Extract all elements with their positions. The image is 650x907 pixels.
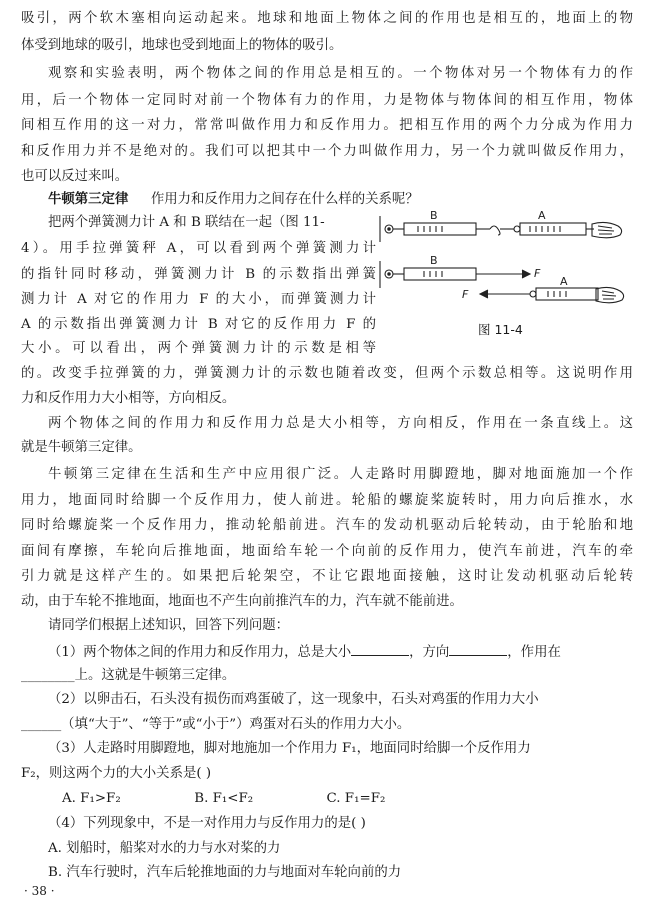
page-number: · 38 · <box>24 884 55 898</box>
text-line: 测力计 A 对它的作用力 F 的大小，而弹簧测力计 <box>21 292 376 307</box>
section-question: 作用力和反作用力之间存在什么样的关系呢？ <box>150 192 419 207</box>
text-line: （2）以卵击石，石头没有损伤而鸡蛋破了，这一现象中，石头对鸡蛋的作用力大小 <box>48 692 539 707</box>
text-line: 吸引，两个软木塞相向运动起来。地球和地面上物体之间的作用也是相互的，地面上的物 <box>21 11 633 26</box>
label-b-top: B <box>430 209 438 222</box>
text-line: 力和反作用力大小相等，方向相反。 <box>21 391 236 406</box>
figure-caption: 图 11-4 <box>478 322 523 337</box>
text-line: 面间有摩擦，车轮向后推地面，地面给车轮一个向前的反作用力，使汽车前进，汽车的牵 <box>21 544 633 559</box>
label-a-bottom: A <box>560 275 568 288</box>
blank-direction[interactable] <box>449 641 507 656</box>
text-line: 的指针同时移动，弹簧测力计 B 的示数指出弹簧 <box>21 267 376 282</box>
q1-part1: （1）两个物体之间的作用力和反作用力，总是大小 <box>48 645 352 660</box>
text-line: A. 划船时，船桨对水的力与水对桨的力 <box>48 841 281 856</box>
text-line: 动，由于车轮不推地面，地面也不产生向前推汽车的力，汽车就不能前进。 <box>21 594 463 609</box>
text-line: 观察和实验表明，两个物体之间的作用总是相互的。一个物体对另一个物体有力的作 <box>48 66 633 81</box>
q1-part2: ，方向 <box>409 645 450 660</box>
text-line: 用力，地面同时给脚一个反作用力，使人前进。轮船的螺旋桨旋转时，用力向后推水，水 <box>21 493 633 508</box>
text-line: 体受到地球的吸引，地球也受到地面上的物体的吸引。 <box>21 38 343 53</box>
text-line: 请同学们根据上述知识，回答下列问题： <box>48 618 290 633</box>
text-line: 也可以反过来叫。 <box>21 169 129 184</box>
text-line: 大小。可以看出，两个弹簧测力计的示数是相等 <box>21 341 376 356</box>
text-line: 把两个弹簧测力计 A 和 B 联结在一起（图 11- <box>48 215 325 230</box>
text-line: 间相互作用的这一对力，常常叫做作用力和反作用力。把相互作用的两个力分成为作用力 <box>21 118 633 133</box>
text-line: 用，后一个物体一定同时对前一个物体有力的作用，力是物体与物体间的相互作用，物体 <box>21 93 633 108</box>
blank-magnitude[interactable] <box>351 641 409 656</box>
label-b-bottom: B <box>430 254 438 267</box>
text-line: 4）。用手拉弹簧秤 A，可以看到两个弹簧测力计 <box>21 241 376 256</box>
text-line: B. 汽车行驶时，汽车后轮推地面的力与地面对车轮向前的力 <box>48 865 402 880</box>
scale-b-bottom <box>404 268 476 280</box>
hook-top <box>490 226 500 235</box>
text-line: A 的示数指出弹簧测力计 B 对它的反作用力 F 的 <box>21 317 376 332</box>
option-a[interactable]: A. F₁>F₂ <box>62 791 121 806</box>
text-line: 引力就是这样产生的。如果把后轮架空，不让它跟地面接触，这时让发动机驱动后轮转 <box>21 569 633 584</box>
text-line: 两个物体之间的作用力和反作用力总是大小相等，方向相反，作用在一条直线上。这 <box>48 416 633 431</box>
text-line: 的。改变手拉弹簧的力，弹簧测力计的示数也随着改变，但两个示数总相等。这说明作用 <box>21 366 633 381</box>
option-c[interactable]: C. F₁=F₂ <box>326 791 386 806</box>
option-b[interactable]: B. F₁<F₂ <box>194 791 254 806</box>
text-line: （3）人走路时用脚蹬地，脚对地施加一个作用力 F₁，地面同时给脚一个反作用力 <box>48 741 531 756</box>
section-heading: 牛顿第三定律 <box>48 192 129 207</box>
label-force-left: F <box>462 288 469 301</box>
text-line: 同时给螺旋桨一个反作用力，推动轮船前进。汽车的发动机驱动后轮转动，由于轮胎和地 <box>21 518 633 533</box>
text-line: F₂，则这两个力的大小关系是( ) <box>21 766 212 781</box>
question-3-options <box>62 790 402 808</box>
text-line: 牛顿第三定律在生活和生产中应用很广泛。人走路时用脚蹬地，脚对地面施加一个作 <box>48 467 633 482</box>
label-a-top: A <box>538 209 546 222</box>
text-line: （4）下列现象中，不是一对作用力与反作用力的是( ) <box>48 816 366 831</box>
text-line: 就是牛顿第三定律。 <box>21 440 142 455</box>
question-1 <box>48 641 633 662</box>
q1-part3: ，作用在 <box>507 645 561 660</box>
scale-b-top <box>404 223 476 235</box>
text-line: 和反作用力并不是绝对的。我们可以把其中一个力叫做作用力，另一个力就叫做反作用力， <box>21 144 633 159</box>
text-line: ________上。这就是牛顿第三定律。 <box>21 668 236 683</box>
label-force-right: F <box>534 267 541 280</box>
scale-a-bottom <box>536 288 598 300</box>
text-line: ______（填“大于”、“等于”或“小于”）鸡蛋对石头的作用力大小。 <box>21 717 411 732</box>
